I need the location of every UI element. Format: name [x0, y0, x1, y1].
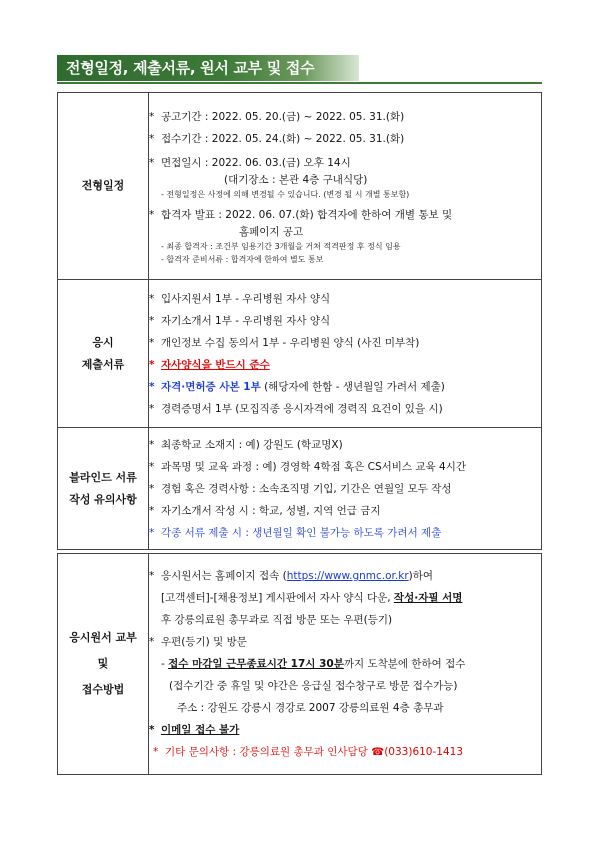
section-title: 전형일정, 제출서류, 원서 교부 및 접수	[57, 55, 359, 81]
list-item: * 자격·면허증 사본 1부 (해당자에 한함 - 생년월일 가려서 제출)	[149, 380, 445, 393]
list-item: * 우편(등기) 및 방문	[149, 636, 247, 648]
homepage-link[interactable]: https://www.gnmc.or.kr	[286, 570, 409, 582]
application-label: 응시원서 교부 및 접수방법	[58, 554, 149, 775]
info-table	[57, 92, 542, 550]
list-item-cont: 후 강릉의료원 총무과로 직접 방문 또는 우편(등기)	[161, 614, 393, 626]
list-item: * 자기소개서 1부 - 우리병원 자사 양식	[149, 314, 331, 327]
list-item: * 응시원서는 홈페이지 접속 (https://www.gnmc.or.kr)하여	[149, 570, 434, 582]
application-table	[57, 553, 542, 775]
announce-note: - 최종 합격자 : 조건부 임용기간 3개월을 거쳐 적격판정 후 정식 임용	[161, 242, 401, 251]
list-item: * 합격자 발표 : 2022. 06. 07.(화) 합격자에 한하여 개별 통보 및	[149, 209, 453, 221]
blind-row	[58, 428, 542, 550]
address: 주소 : 강원도 강릉시 경강로 2007 강릉의료원 4층 총무과	[177, 702, 444, 714]
schedule-label: 전형일정	[58, 93, 149, 280]
list-item: * 개인정보 수집 동의서 1부 - 우리병원 양식 (사진 미부착)	[149, 336, 420, 349]
list-item: * 경력증명서 1부 (모집직종 응시자격에 경력직 요건이 있을 시)	[149, 402, 443, 415]
list-item: * 각종 서류 제출 시 : 생년월일 확인 불가능 하도록 가려서 제출	[149, 526, 442, 539]
list-item: * 경험 혹은 경력사항 : 소속조직명 기입, 기간은 연월일 모두 작성	[149, 482, 452, 495]
contact-info: * 기타 문의사항 : 강릉의료원 총무과 인사담당 ☎(033)610-1413	[153, 746, 464, 758]
schedule-row	[58, 93, 542, 280]
list-item: * 최종학교 소재지 : 예) 강원도 (학교명X)	[149, 438, 343, 451]
list-item: * 자기소개서 작성 시 : 학교, 성별, 지역 언급 금지	[149, 504, 381, 517]
application-content	[149, 554, 542, 775]
list-item: * 자사양식을 반드시 준수	[149, 358, 270, 371]
list-item: * 과목명 및 교육 과정 : 예) 경영학 4학점 혹은 CS서비스 교육 4시간	[149, 460, 466, 473]
interview-place: (대기장소 : 본관 4층 구내식당)	[224, 174, 368, 186]
schedule-content	[149, 93, 542, 280]
holiday-note: (접수기간 중 휴일 및 야간은 응급실 접수창구로 방문 접수가능)	[169, 680, 458, 692]
list-item-cont: - 접수 마감일 근무종료시간 17시 30분까지 도착분에 한하여 접수	[161, 658, 466, 670]
documents-content	[149, 280, 542, 428]
blind-label: 블라인드 서류 작성 유의사항	[58, 428, 149, 550]
list-item: * 이메일 접수 불가	[149, 724, 240, 736]
title-underline	[57, 82, 542, 84]
announce-note: - 합격자 준비서류 : 합격자에 한하여 별도 통보	[161, 255, 324, 264]
list-item-cont: [고객센터]-[채용정보] 게시판에서 자사 양식 다운, 작성·자필 서명	[161, 592, 463, 604]
list-item: * 공고기간 : 2022. 05. 20.(금) ~ 2022. 05. 31.(화)	[149, 111, 405, 123]
list-item: * 접수기간 : 2022. 05. 24.(화) ~ 2022. 05. 31.(화)	[149, 133, 405, 145]
announce-cont: 홈페이지 공고	[239, 226, 304, 238]
documents-row	[58, 280, 542, 428]
application-row	[58, 554, 542, 775]
list-item: * 면접일시 : 2022. 06. 03.(금) 오후 14시	[149, 157, 351, 169]
list-item: * 입사지원서 1부 - 우리병원 자사 양식	[149, 292, 331, 305]
interview-note: - 전형일정은 사정에 의해 변경될 수 있습니다. (변경 될 시 개별 통보함)	[161, 190, 410, 199]
documents-label: 응시 제출서류	[58, 280, 149, 428]
blind-content	[149, 428, 542, 550]
